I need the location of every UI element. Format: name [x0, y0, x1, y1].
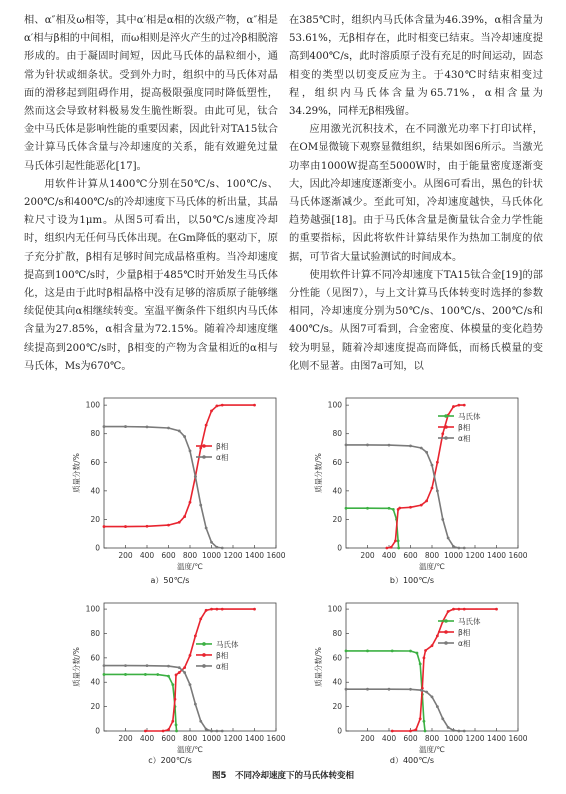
x-tick-label: 1400	[486, 734, 507, 743]
panel-label-c: c）200℃/s	[148, 756, 192, 765]
chart-a-svg	[60, 390, 286, 575]
data-point	[447, 610, 450, 613]
data-point	[452, 729, 455, 732]
data-point	[463, 404, 466, 407]
x-tick-label: 1000	[201, 734, 222, 743]
series-line	[104, 405, 255, 526]
data-point	[146, 425, 149, 428]
data-point	[183, 671, 186, 674]
x-tick-label: 1200	[223, 734, 243, 743]
legend-label: α相	[458, 434, 471, 443]
y-tick-label: 20	[332, 702, 342, 712]
data-point	[178, 671, 181, 674]
data-point	[397, 547, 400, 550]
data-point	[423, 656, 426, 659]
figure-caption: 图5 不同冷却速度下的马氏体转变相	[212, 771, 354, 781]
x-tick-label: 600	[161, 551, 176, 560]
x-tick-label: 1400	[244, 734, 265, 743]
y-tick-label: 80	[332, 628, 342, 638]
x-tick-label: 1000	[443, 734, 464, 743]
data-point	[174, 698, 177, 701]
series-line	[346, 508, 399, 548]
y-tick-label: 60	[90, 653, 100, 663]
y-tick-label: 60	[90, 457, 100, 467]
chart-a	[60, 390, 286, 575]
data-point	[463, 608, 466, 611]
data-point	[366, 688, 369, 691]
x-tick-label: 800	[182, 551, 198, 560]
x-axis-label: 温度/℃	[177, 562, 203, 571]
y-axis-label: 质量分数/%	[72, 647, 81, 687]
data-point	[103, 425, 106, 428]
data-point	[199, 617, 202, 620]
x-tick-label: 200	[118, 551, 133, 560]
data-point	[425, 499, 428, 502]
data-point	[398, 507, 401, 510]
data-point	[194, 475, 197, 478]
right-column	[289, 12, 543, 376]
y-tick-label: 80	[90, 429, 100, 439]
data-point	[366, 507, 369, 510]
data-point	[345, 444, 348, 447]
legend-label: β相	[458, 628, 471, 637]
data-point	[183, 515, 186, 518]
data-point	[436, 635, 439, 638]
data-point	[221, 608, 224, 611]
data-point	[253, 608, 256, 611]
data-point	[205, 424, 208, 427]
data-point	[424, 649, 427, 652]
x-tick-label: 1000	[201, 551, 222, 560]
series-line	[392, 609, 496, 731]
data-point	[431, 487, 434, 490]
data-point	[397, 539, 400, 542]
legend-marker	[444, 630, 448, 634]
x-tick-label: 200	[360, 551, 375, 560]
data-point	[431, 644, 434, 647]
data-point	[167, 427, 170, 430]
data-point	[175, 730, 178, 733]
data-point	[447, 537, 450, 540]
x-tick-label: 600	[403, 734, 418, 743]
data-point	[221, 404, 224, 407]
data-point	[390, 546, 393, 549]
y-tick-label: 40	[90, 486, 100, 496]
data-point	[366, 444, 369, 447]
data-point	[409, 730, 412, 733]
data-point	[425, 451, 428, 454]
data-point	[463, 730, 466, 733]
x-axis-label: 温度/℃	[419, 745, 445, 754]
data-point	[210, 730, 213, 733]
x-tick-label: 200	[118, 734, 133, 743]
data-point	[388, 507, 391, 510]
x-tick-label: 800	[424, 551, 440, 560]
y-tick-label: 0	[95, 543, 100, 553]
series-line	[346, 445, 464, 548]
x-tick-label: 1600	[266, 551, 286, 560]
plot-frame	[104, 398, 276, 548]
data-point	[124, 425, 127, 428]
chart-c	[60, 595, 286, 755]
legend-marker	[202, 444, 206, 448]
data-point	[423, 720, 426, 723]
data-point	[205, 728, 208, 731]
data-point	[144, 673, 147, 676]
y-tick-label: 20	[332, 514, 342, 524]
chart-c-svg	[60, 595, 286, 755]
x-tick-label: 400	[381, 551, 397, 560]
panel-label-a: a）50℃/s	[150, 576, 190, 585]
data-point	[189, 683, 192, 686]
chart-b	[302, 390, 528, 575]
data-point	[178, 521, 181, 524]
legend-marker	[202, 653, 206, 657]
legend-label: 马氏体	[216, 639, 239, 649]
legend-label: β相	[216, 650, 229, 660]
data-point	[419, 663, 422, 666]
y-tick-label: 60	[332, 457, 342, 467]
legend-label: α相	[216, 453, 229, 462]
panel-label-b: b）100℃/s	[389, 576, 435, 585]
x-tick-label: 800	[424, 734, 440, 743]
y-tick-label: 40	[332, 486, 342, 496]
data-point	[167, 675, 170, 678]
data-point	[391, 649, 394, 652]
data-point	[215, 608, 218, 611]
legend-marker	[202, 455, 206, 459]
chart-b-svg	[302, 390, 528, 575]
data-point	[175, 724, 178, 727]
data-point	[366, 649, 369, 652]
paragraph: 应用激光沉积技术，在不同激光功率下打印试样，在OM显微镜下观察显微组织，结果如图6所示。当激光功率由1000W提高至5000W时，由于能量密度逐渐变大，因此冷却速度逐渐变小。从图6可看出，黑色的针状马氏体逐渐减少。至此可知，冷却速度越快，马氏体化趋势越强[18]。由于马氏体含量是衡量钛合金力学性能的重要指标，因此将软件计算结果作为热加工制度的依据，可节省大量试验测试的时间成本。	[289, 124, 543, 263]
y-tick-label: 20	[90, 702, 100, 712]
data-point	[221, 730, 224, 733]
data-point	[419, 717, 422, 720]
x-tick-label: 400	[381, 734, 397, 743]
data-point	[124, 664, 127, 667]
data-point	[447, 726, 450, 729]
y-tick-label: 100	[327, 604, 342, 614]
data-point	[167, 665, 170, 668]
left-column	[24, 12, 278, 376]
data-point	[409, 650, 412, 653]
legend-label: 马氏体	[458, 412, 481, 421]
data-point	[189, 501, 192, 504]
data-point	[171, 683, 174, 686]
legend-marker	[444, 619, 448, 623]
data-point	[205, 609, 208, 612]
x-tick-label: 1400	[244, 551, 265, 560]
data-point	[420, 447, 423, 450]
panel-label-d: d）400℃/s	[389, 756, 435, 765]
data-point	[391, 730, 394, 733]
data-point	[183, 435, 186, 438]
legend-label: α相	[458, 639, 471, 648]
data-point	[194, 635, 197, 638]
data-point	[345, 507, 348, 510]
data-point	[425, 691, 428, 694]
data-point	[205, 527, 208, 530]
x-axis-label: 温度/℃	[419, 562, 445, 571]
data-point	[436, 705, 439, 708]
x-tick-label: 1200	[465, 551, 485, 560]
y-tick-label: 40	[332, 677, 342, 687]
legend-marker	[444, 436, 448, 440]
data-point	[441, 717, 444, 720]
data-point	[409, 506, 412, 509]
paragraph: 用软件计算从1400℃分别在50℃/s、100℃/s、200℃/s和400℃/s的冷却速度下马氏体的析出量，其晶粒尺寸设为1μm。从图5可看出，以50℃/s速度冷却时，组织内无任何马氏体出现。在Gm降低的驱动下，原子充分扩散，β相有足够时间完成晶格重构。当冷却速度提高到100℃/s时，少量β相于485℃时开始发生马氏体化，这是由于此时β相晶格中没有足够的溶质原子能够继续促使其向α相继续转变。室温平衡条件下组织内马氏体含量为27.85%，α相含量为72.15%。随着冷却速度继续提高到200℃/s时，β相变的产物为含量相近的α相与马氏体，Ms为670℃。	[24, 178, 278, 372]
data-point	[156, 673, 159, 676]
data-point	[103, 525, 106, 528]
data-point	[345, 649, 348, 652]
legend-label: β相	[216, 442, 229, 451]
chart-d	[302, 595, 528, 755]
data-point	[124, 673, 127, 676]
series-line	[104, 674, 177, 731]
series-line	[346, 689, 464, 731]
data-point	[431, 464, 434, 467]
data-point	[463, 547, 466, 550]
x-tick-label: 600	[161, 734, 176, 743]
data-point	[420, 504, 423, 507]
paragraph: 在385℃时，组织内马氏体含量为46.39%，α相含量为53.61%，无β相存在，此时相变已结束。当冷却速度提高到400℃/s，此时溶质原子没有充足的时间运动，固态相变的类型以切变反应为主。于430℃时结束相变过程，组织内马氏体含量为65.71%，α相含量为34.29%，同样无β相残留。	[289, 15, 543, 118]
data-point	[210, 541, 213, 544]
data-point	[178, 666, 181, 669]
paragraph: 相、α″相及ω相等，其中α′相是α相的次级产物，α″相是α′相与β相的中间相，而ω相则是淬火产生的过冷β相脱溶形成的。由于凝固时间短，因此马氏体的晶粒细小，通常为针状或细条状。受到外力时，组织中的马氏体对晶面的滑移起到阻碍作用，提高极限强度同时降低塑性，然而这会导致材料极易发生脆性断裂。由此可见，钛合金中马氏体是影响性能的重要因素，因此针对TA15钛合金计算马氏体含量与冷却速度的关系，能有效避免过量马氏体引起性能恶化[17]。	[24, 15, 278, 172]
data-point	[183, 666, 186, 669]
data-point	[215, 404, 218, 407]
data-point	[385, 547, 388, 550]
data-point	[146, 525, 149, 528]
legend-marker	[444, 414, 448, 418]
data-point	[215, 730, 218, 733]
series-line	[145, 609, 254, 731]
data-point	[215, 546, 218, 549]
data-point	[409, 688, 412, 691]
paragraph: 使用软件计算不同冷却速度下TA15钛合金[19]的部分性能（见图7），与上文计算马氏体转变时选择的参数相同，冷却速度分别为50℃/s、100℃/s、200℃/s和400℃/s。从图7可看到，合金密度、体模量的变化趋势较为明显，随着冷却速度提高而降低，而杨氏模量的变化则不显著。由图7a可知，以	[289, 269, 543, 372]
plot-frame	[104, 603, 276, 731]
data-point	[388, 444, 391, 447]
data-point	[457, 404, 460, 407]
data-point	[221, 547, 224, 550]
x-tick-label: 400	[139, 734, 155, 743]
data-point	[194, 703, 197, 706]
legend-label: α相	[216, 661, 229, 671]
plot-frame	[346, 398, 518, 548]
y-axis-label: 质量分数/%	[72, 453, 81, 493]
y-tick-label: 100	[85, 400, 100, 410]
x-tick-label: 1600	[266, 734, 286, 743]
data-point	[146, 664, 149, 667]
y-axis-label: 质量分数/%	[314, 453, 323, 493]
legend-marker	[444, 425, 448, 429]
data-point	[436, 461, 439, 464]
data-point	[199, 447, 202, 450]
x-tick-label: 1000	[443, 551, 464, 560]
y-tick-label: 80	[90, 628, 100, 638]
data-point	[124, 525, 127, 528]
data-point	[167, 728, 170, 731]
legend-label: 马氏体	[458, 617, 481, 626]
legend-marker	[202, 642, 206, 646]
x-tick-label: 1600	[508, 734, 528, 743]
data-point	[210, 409, 213, 412]
data-point	[392, 508, 395, 511]
data-point	[424, 730, 427, 733]
x-axis-label: 温度/℃	[177, 745, 203, 754]
data-point	[103, 673, 106, 676]
x-tick-label: 600	[403, 551, 418, 560]
data-point	[189, 449, 192, 452]
data-point	[103, 664, 106, 667]
data-point	[452, 608, 455, 611]
data-point	[431, 695, 434, 698]
data-point	[436, 489, 439, 492]
data-point	[457, 547, 460, 550]
data-point	[452, 405, 455, 408]
y-tick-label: 100	[327, 400, 342, 410]
legend-label: β相	[458, 423, 471, 432]
x-tick-label: 400	[139, 551, 155, 560]
data-point	[210, 608, 213, 611]
x-tick-label: 1200	[465, 734, 485, 743]
y-tick-label: 40	[90, 677, 100, 687]
data-point	[441, 432, 444, 435]
y-tick-label: 0	[337, 726, 342, 736]
data-point	[416, 652, 419, 655]
x-tick-label: 1600	[508, 551, 528, 560]
chart-d-svg	[302, 595, 528, 755]
x-tick-label: 1200	[223, 551, 243, 560]
y-tick-label: 0	[95, 726, 100, 736]
data-point	[394, 539, 397, 542]
x-tick-label: 200	[360, 734, 375, 743]
data-point	[388, 688, 391, 691]
y-tick-label: 60	[332, 653, 342, 663]
y-tick-label: 20	[90, 514, 100, 524]
data-point	[441, 518, 444, 521]
data-point	[420, 689, 423, 692]
data-point	[144, 730, 147, 733]
data-point	[457, 730, 460, 733]
data-point	[345, 688, 348, 691]
y-tick-label: 100	[85, 604, 100, 614]
data-point	[199, 504, 202, 507]
data-point	[414, 728, 417, 731]
data-point	[253, 404, 256, 407]
data-point	[409, 444, 412, 447]
y-axis-label: 质量分数/%	[314, 647, 323, 687]
data-point	[495, 608, 498, 611]
legend-marker	[444, 641, 448, 645]
data-point	[171, 720, 174, 723]
data-point	[167, 524, 170, 527]
data-point	[175, 674, 178, 677]
data-point	[199, 720, 202, 723]
x-tick-label: 1400	[486, 551, 507, 560]
data-point	[162, 730, 165, 733]
y-tick-label: 80	[332, 429, 342, 439]
y-tick-label: 0	[337, 543, 342, 553]
data-point	[452, 545, 455, 548]
data-point	[178, 429, 181, 432]
plot-frame	[346, 603, 518, 731]
x-tick-label: 800	[182, 734, 198, 743]
data-point	[457, 608, 460, 611]
series-line	[346, 651, 425, 731]
data-point	[189, 654, 192, 657]
legend-marker	[202, 664, 206, 668]
